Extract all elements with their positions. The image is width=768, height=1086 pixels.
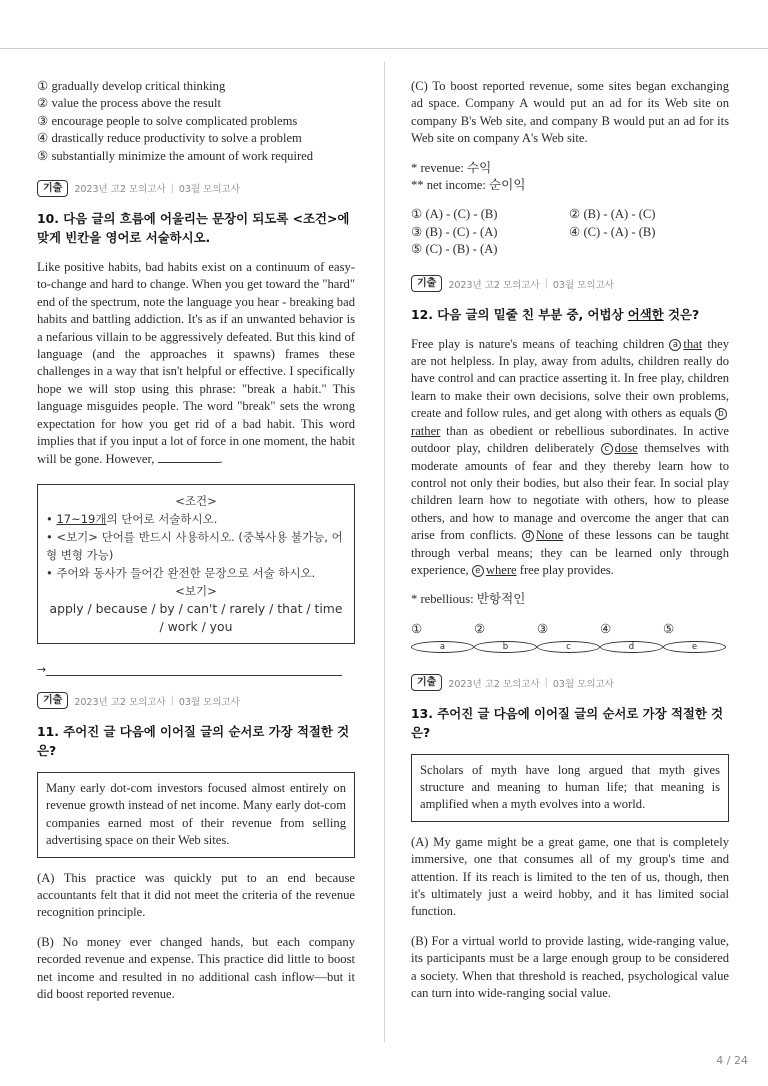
q11-source-tag: 기출 2023년 고2 모의고사 | 03월 모의고사 [37, 692, 355, 710]
q12-source-tag: 기출 2023년 고2 모의고사 | 03월 모의고사 [411, 275, 729, 293]
past-exam-badge: 기출 [411, 275, 442, 292]
q9-option[interactable]: ⑤ substantially minimize the amount of work required [37, 148, 314, 163]
q13-title: 13. 주어진 글 다음에 이어질 글의 순서로 가장 적절한 것은? [411, 705, 724, 740]
q13-paragraph-a: (A) My game might be a great game, one that is completely immersive, one that consumes all of my group's time and attention. If its reach is limited to the ten of us, though, then it's ultimately just a weird hobby, and it has limited social function. [411, 834, 729, 919]
choice-item[interactable]: ③ (B) - (C) - (A) [411, 224, 498, 239]
exam-month: 03월 모의고사 [178, 696, 240, 708]
q11-paragraph-c: (C) To boost reported revenue, some sites began exchanging ad space. Company A would put an ad for its Web site on company B's Web site, and company B would put an ad for its Web site on company A's Web site. [411, 79, 729, 146]
marker-e: e [472, 565, 484, 577]
left-column [37, 78, 355, 1003]
q9-options [37, 78, 355, 165]
example-words: apply / because / by / can't / rarely / that / time / work / you [49, 600, 343, 634]
q12-passage: Free play is nature's means of teaching children a that they are not helpless. In play, away from adults, children really do have control and can practice asserting it. In free play, children learn to make their own decisions, solve their own problems, create and follow rules, and get along with others as equals brather than as obedient or rebellious subordinates. In active outdoor play, children deliberately c dose themselves with moderate amounts of fear and they thereby learn how to control not only their bodies, but also their fear. In social play children learn how to negotiate with others, how to please others, and how to manage and overcome the anger that can arise from conflicts. d None of these lessons can be taught through verbal means; they can be learned only through experience, e where free play provides. [411, 336, 730, 577]
q11-paragraph-b: (B) No money ever changed hands, but each company recorded revenue and expense. This practice did little to boost net income and resulted in no additional cash inflow—but it did boost reported revenue. [37, 934, 355, 1001]
underlined-word: where [485, 562, 517, 577]
q9-option[interactable]: ③ encourage people to solve complicated problems [37, 113, 298, 128]
past-exam-badge: 기출 [37, 692, 68, 709]
q11-notes: * revenue: 수익 ** net income: 순이익 [411, 160, 526, 193]
answer-line[interactable] [37, 660, 355, 676]
q9-option[interactable]: ② value the process above the result [37, 96, 222, 111]
choice-item[interactable]: ⑤ (C) - (B) - (A) [411, 242, 498, 257]
conditions-title: <조건> [175, 493, 217, 508]
exam-month: 03월 모의고사 [552, 279, 614, 291]
condition-item: • <보기> 단어를 반드시 사용하시오. (중복사용 불가능, 어형 변형 가능) [46, 529, 343, 562]
condition-item: • 주어와 동사가 들어간 완전한 문장으로 서술 하시오. [46, 565, 316, 580]
condition-item: • 17~19개의 단어로 서술하시오. [46, 511, 218, 526]
q9-option[interactable]: ④ drastically reduce productivity to solve a problem [37, 131, 302, 146]
choice-item[interactable]: ② b [474, 621, 537, 656]
marker-d: d [522, 530, 534, 542]
example-title: <보기> [175, 583, 217, 598]
marker-b: b [715, 408, 727, 420]
choice-item[interactable]: ④ d [600, 621, 663, 656]
choice-item[interactable]: ② (B) - (A) - (C) [569, 207, 656, 222]
exam-month: 03월 모의고사 [178, 184, 240, 196]
underlined-word: that [683, 336, 703, 351]
underlined-word: rather [411, 423, 441, 438]
marker-c: c [601, 443, 613, 455]
choice-item[interactable]: ④ (C) - (A) - (B) [569, 224, 656, 239]
marker-a: a [669, 339, 681, 351]
header-rule [0, 48, 768, 49]
q12-title: 12. 다음 글의 밑줄 친 부분 중, 어법상 어색한 것은? [411, 306, 700, 322]
exam-year: 2023년 고2 모의고사 [448, 678, 540, 690]
q10-conditions-box [37, 484, 355, 644]
q13-given-box: Scholars of myth have long argued that myth gives structure and meaning to human life; that meaning is amplified when a myth evolves into a world. [411, 754, 729, 822]
exam-year: 2023년 고2 모의고사 [448, 279, 540, 291]
exam-month: 03월 모의고사 [552, 678, 614, 690]
q10-source-tag: 기출 2023년 고2 모의고사 | 03월 모의고사 [37, 179, 355, 197]
q13-paragraph-b: (B) For a virtual world to provide lasting, wide-ranging value, its participants must be a large enough group to be considered a society. When that threshold is reached, psychological value can turn into wide-ranging social value. [411, 933, 729, 1001]
q12-choices [411, 621, 729, 656]
q11-choices [411, 206, 729, 258]
answer-blank[interactable] [158, 453, 220, 463]
page-number: 4 / 24 [716, 1054, 748, 1067]
exam-year: 2023년 고2 모의고사 [74, 184, 166, 196]
past-exam-badge: 기출 [411, 674, 442, 691]
q10-title: 10. 다음 글의 흐름에 어울리는 문장이 되도록 <조건>에 맞게 빈칸을 영어로 서술하시오. [37, 211, 350, 246]
choice-item[interactable]: ① (A) - (C) - (B) [411, 207, 498, 222]
q10-passage: Like positive habits, bad habits exist on a continuum of easy-to-change and hard to change. When you get toward the "hard" end of the spectrum, note the language you hear - breaking bad habits and battling addiction. It's as if an unwanted behavior is a nefarious villain to be aggressively defeated. But this kind of language (and the approaches it spawns) frames these challenges in a way that isn't helpful or effective. I specifically hope we will stop using this phrase: "break a habit." This language misguides people. The word "break" sets the wrong expectation for how you get rid of a bad habit. This word implies that if you input a lot of force in one moment, the habit will be gone. However, . [37, 260, 355, 466]
q11-title: 11. 주어진 글 다음에 이어질 글의 순서로 가장 적절한 것은? [37, 723, 350, 758]
right-column [411, 78, 729, 1002]
past-exam-badge: 기출 [37, 180, 68, 197]
choice-item[interactable]: ⑤ e [663, 621, 726, 656]
underlined-word: dose [614, 441, 638, 456]
underlined-word: None [535, 528, 564, 543]
q13-source-tag: 기출 2023년 고2 모의고사 | 03월 모의고사 [411, 674, 729, 692]
q11-given-box: Many early dot-com investors focused almost entirely on revenue growth instead of net income. Many early dot-com companies earned most of their revenue from selling advertising space on their Web sites. [37, 772, 355, 858]
q12-note: * rebellious: 반항적인 [411, 592, 526, 607]
column-divider [384, 62, 385, 1042]
q11-paragraph-a: (A) This practice was quickly put to an end because accountants felt that it did not meet the criteria of the revenue recognition principle. [37, 870, 355, 920]
arrow-icon: → [37, 662, 47, 676]
choice-item[interactable]: ③ c [537, 621, 600, 656]
choice-item[interactable]: ① a [411, 621, 474, 656]
exam-year: 2023년 고2 모의고사 [74, 696, 166, 708]
q9-option[interactable]: ① gradually develop critical thinking [37, 79, 226, 93]
